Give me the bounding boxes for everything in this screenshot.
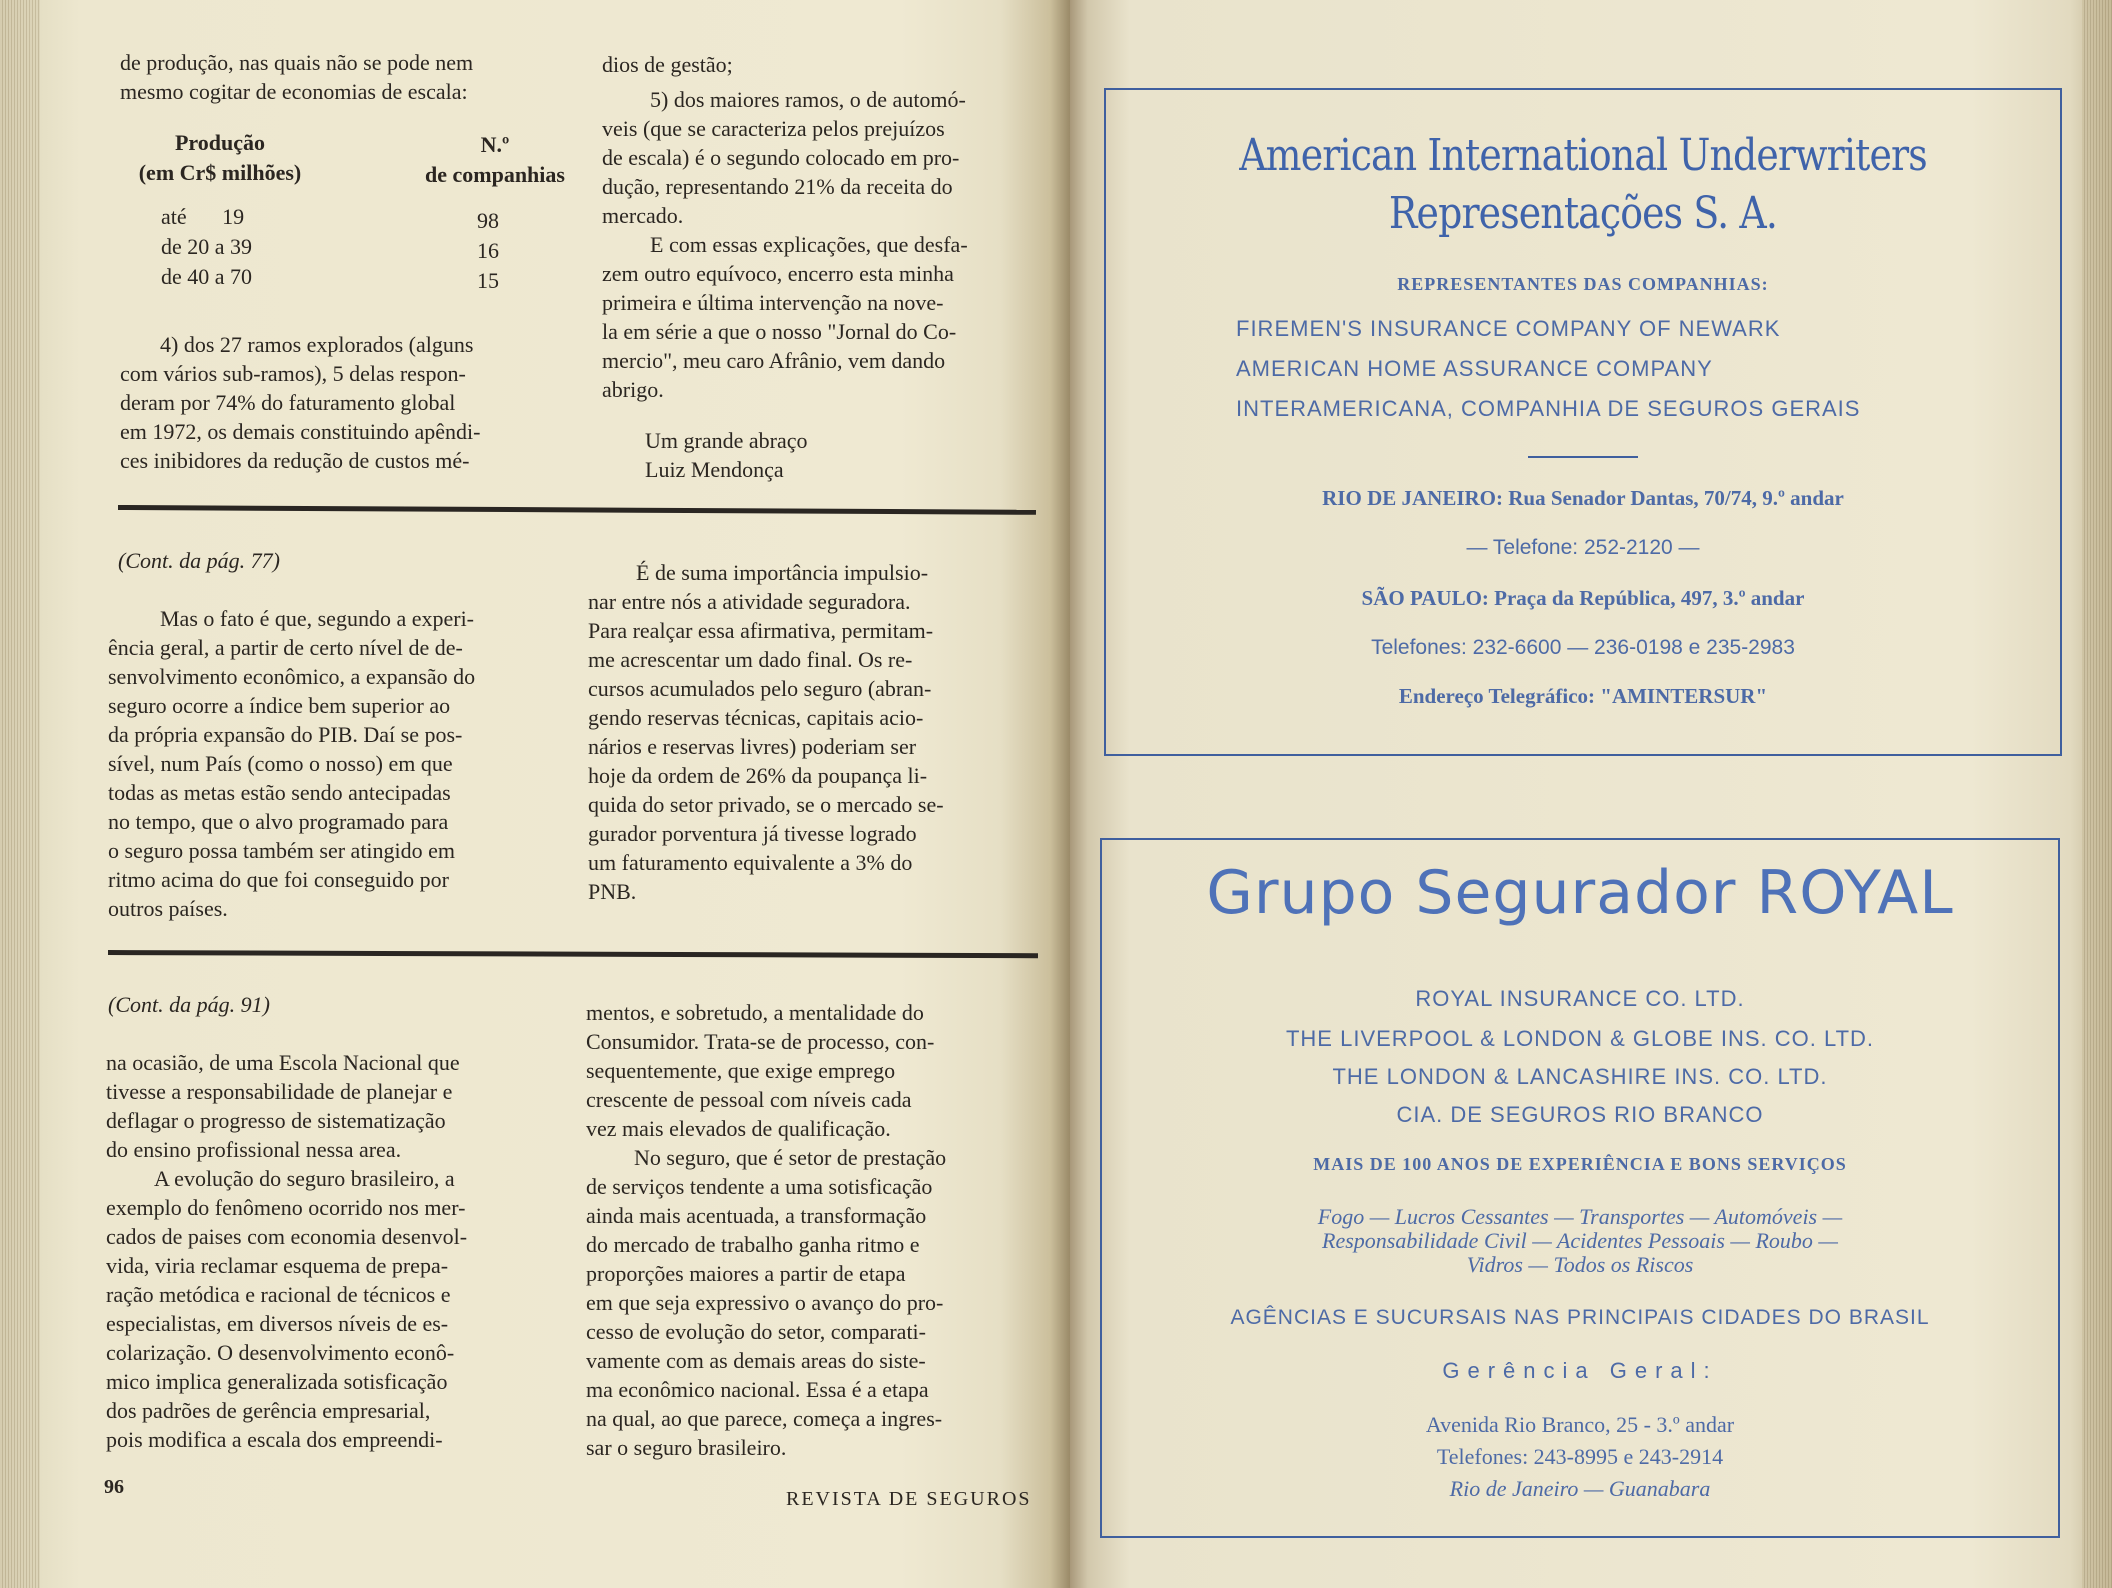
top-col1-item4 — [120, 330, 572, 475]
ad-company: CIA. DE SEGUROS RIO BRANCO — [1396, 1102, 1764, 1127]
ad-company: THE LIVERPOOL & LONDON & GLOBE INS. CO. LTD. — [1285, 1026, 1875, 1051]
ad-telegraph: Endereço Telegráfico: "AMINTERSUR" — [1398, 684, 1768, 708]
text-line: primeira e última intervenção na nove- — [602, 290, 944, 315]
text-line: dios de gestão; — [602, 52, 733, 77]
text-line: gendo reservas técnicas, capitais acio- — [588, 705, 924, 730]
text-line: deram por 74% do faturamento global — [120, 390, 456, 415]
text-line: na ocasião, de uma Escola Nacional que — [106, 1050, 460, 1075]
text-line: Para realçar essa afirmativa, permitam- — [588, 618, 934, 643]
text-line: um faturamento equivalente a 3% do — [588, 850, 913, 875]
section3-col2 — [586, 998, 1038, 1462]
text-line: no tempo, que o alvo programado para — [108, 809, 449, 834]
text-line: veis (que se caracteriza pelos prejuízos — [602, 116, 945, 141]
text-line: na qual, ao que parece, começa a ingres- — [586, 1406, 943, 1431]
ad-title: American International Underwriters — [1239, 130, 1927, 181]
text-line: PNB. — [588, 879, 637, 904]
text-line: ces inibidores da redução de custos mé- — [120, 448, 470, 473]
ad-phones: Telefones: 243-8995 e 243-2914 — [1436, 1444, 1724, 1469]
text-line: deflagar o progresso de sistematização — [106, 1108, 446, 1133]
text-line: mico implica generalizada sotisficação — [106, 1369, 448, 1394]
ad-company: ROYAL INSURANCE CO. LTD. — [1415, 986, 1745, 1011]
section2-col2 — [588, 558, 1038, 906]
table-cell-range: de 20 a 39 — [161, 234, 253, 259]
text-line: senvolvimento econômico, a expansão do — [108, 664, 476, 689]
signoff — [645, 426, 945, 484]
text-line: todas as metas estão sendo antecipadas — [108, 780, 451, 805]
ad-city: Rio de Janeiro — Guanabara — [1449, 1476, 1711, 1501]
ad-subtitle: REPRESENTANTES DAS COMPANHIAS: — [1397, 274, 1769, 294]
text-line: dos padrões de gerência empresarial, — [106, 1398, 431, 1423]
text-line: em que seja expressivo o avanço do pro- — [586, 1290, 944, 1315]
text-line: seguro ocorre a índice bem superior ao — [108, 693, 451, 718]
table-cell-count: 15 — [477, 268, 499, 293]
text-line: crescente de pessoal com níveis cada — [586, 1087, 912, 1112]
ad-title: Grupo Segurador ROYAL — [1206, 858, 1954, 928]
section-divider — [118, 505, 1036, 515]
text-line: E com essas explicações, que desfa- — [650, 232, 968, 257]
text-line: 4) dos 27 ramos explorados (alguns — [160, 332, 474, 357]
text-line: me acrescentar um dado final. Os re- — [588, 647, 913, 672]
ad-address-rio: RIO DE JANEIRO: Rua Senador Dantas, 70/74, 9.º andar — [1322, 486, 1844, 510]
ad-address-sp: SÃO PAULO: Praça da República, 497, 3.º andar — [1361, 586, 1805, 610]
text-line: É de suma importância impulsio- — [636, 560, 929, 585]
text-line: do mercado de trabalho ganha ritmo e — [586, 1232, 920, 1257]
text-line: ração metódica e racional de técnicos e — [106, 1282, 451, 1307]
text-line: exemplo do fenômeno ocorrido nos mer- — [106, 1195, 466, 1220]
text-line: cursos acumulados pelo seguro (abran- — [588, 676, 932, 701]
text-line: de produção, nas quais não se pode nem — [120, 50, 474, 75]
table-header-count-unit: de companhias — [425, 162, 565, 187]
page-number: 96 — [104, 1476, 124, 1498]
text-line: Consumidor. Trata-se de processo, con- — [586, 1029, 935, 1054]
ad-management: Gerência Geral: — [1442, 1358, 1718, 1383]
top-col2 — [602, 50, 1042, 404]
text-line: outros países. — [108, 896, 228, 921]
text-line: No seguro, que é setor de prestação — [634, 1145, 947, 1170]
text-line: A evolução do seguro brasileiro, a — [154, 1166, 455, 1191]
text-line: 5) dos maiores ramos, o de automó- — [650, 87, 966, 112]
text-line: ma econômico nacional. Essa é a etapa — [586, 1377, 929, 1402]
ad-phone-sp: Telefones: 232-6600 — 236-0198 e 235-2983 — [1371, 636, 1795, 659]
text-line: sar o seguro brasileiro. — [586, 1435, 787, 1460]
ad-insurance-lines: Fogo — Lucros Cessantes — Transportes — Automóveis — — [1317, 1204, 1843, 1229]
running-footer: REVISTA DE SEGUROS — [786, 1488, 1032, 1510]
section-divider — [108, 950, 1038, 958]
table-cell-range: até 19 — [161, 204, 245, 229]
text-line: mercado. — [602, 203, 684, 228]
table-header-production-unit: (em Cr$ milhões) — [138, 160, 302, 185]
ad-company: THE LONDON & LANCASHIRE INS. CO. LTD. — [1332, 1064, 1828, 1089]
right-page — [1070, 0, 2112, 1588]
signoff-author: Luiz Mendonça — [645, 457, 784, 482]
ad-title-line2: Representações S. A. — [1388, 188, 1778, 239]
ad-address: Avenida Rio Branco, 25 - 3.º andar — [1425, 1412, 1735, 1437]
text-line: do ensino profissional nessa area. — [106, 1137, 402, 1162]
text-line: de serviços tendente a uma sotisficação — [586, 1174, 933, 1199]
table-counts — [477, 206, 499, 296]
table-header-count: N.º — [480, 132, 510, 157]
text-line: cados de paises com economia desenvol- — [106, 1224, 468, 1249]
table-cell-count: 98 — [477, 208, 499, 233]
ad-insurance-lines: Vidros — Todos os Riscos — [1466, 1252, 1694, 1277]
text-line: sequentemente, que exige emprego — [586, 1058, 896, 1083]
ad-american-international — [1104, 88, 2062, 756]
table-row — [161, 202, 252, 292]
divider — [1528, 456, 1638, 458]
signoff-greeting: Um grande abraço — [645, 428, 808, 453]
text-line: vez mais elevados de qualificação. — [586, 1116, 891, 1141]
text-line: tivesse a responsabilidade de planejar e — [106, 1079, 453, 1104]
text-line: dução, representando 21% da receita do — [602, 174, 953, 199]
ad-royal — [1100, 838, 2060, 1538]
text-line: ência geral, a partir de certo nível de de- — [108, 635, 463, 660]
continuation-note: (Cont. da pág. 77) — [118, 548, 280, 573]
text-line: vamente com as demais areas do siste- — [586, 1348, 926, 1373]
text-line: ainda mais acentuada, a transformação — [586, 1203, 927, 1228]
text-line: nar entre nós a atividade seguradora. — [588, 589, 911, 614]
text-line: hoje da ordem de 26% da poupança li- — [588, 763, 928, 788]
ad-company: INTERAMERICANA, COMPANHIA DE SEGUROS GERAIS — [1236, 396, 1861, 421]
text-line: da própria expansão do PIB. Daí se pos- — [108, 722, 463, 747]
text-line: de escala) é o segundo colocado em pro- — [602, 145, 960, 170]
ad-agencies: AGÊNCIAS E SUCURSAIS NAS PRINCIPAIS CIDADES DO BRASIL — [1230, 1306, 1930, 1329]
text-line: colarização. O desenvolvimento econô- — [106, 1340, 455, 1365]
continuation-note: (Cont. da pág. 91) — [108, 992, 270, 1017]
text-line: o seguro possa também ser atingido em — [108, 838, 456, 863]
text-line: quida do setor privado, se o mercado se- — [588, 792, 944, 817]
text-line: mercio", meu caro Afrânio, vem dando — [602, 348, 946, 373]
text-line: abrigo. — [602, 377, 664, 402]
table-cell-range: de 40 a 70 — [161, 264, 253, 289]
ad-insurance-lines: Responsabilidade Civil — Acidentes Pessoais — Roubo — — [1322, 1228, 1838, 1253]
section2-col1 — [108, 604, 563, 923]
ad-company: FIREMEN'S INSURANCE COMPANY OF NEWARK — [1236, 316, 1781, 341]
text-line: gurador porventura já tivesse logrado — [588, 821, 917, 846]
ad-company: AMERICAN HOME ASSURANCE COMPANY — [1236, 356, 1713, 381]
page-edge — [2082, 0, 2112, 1588]
ad-experience: MAIS DE 100 ANOS DE EXPERIÊNCIA E BONS SERVIÇOS — [1313, 1154, 1847, 1174]
text-line: mentos, e sobretudo, a mentalidade do — [586, 1000, 924, 1025]
text-line: pois modifica a escala dos empreendi- — [106, 1427, 443, 1452]
text-line: vida, viria reclamar esquema de prepa- — [106, 1253, 449, 1278]
ad-phone-rio: — Telefone: 252-2120 — — [1466, 536, 1700, 559]
text-line: la em série a que o nosso "Jornal do Co- — [602, 319, 957, 344]
section3-col1 — [106, 1048, 558, 1454]
table-cell-count: 16 — [477, 238, 499, 263]
top-col1-intro — [120, 48, 580, 106]
page-edge — [0, 0, 40, 1588]
text-line: mesmo cogitar de economias de escala: — [120, 79, 468, 104]
text-line: zem outro equívoco, encerro esta minha — [602, 261, 954, 286]
text-line: cesso de evolução do setor, comparati- — [586, 1319, 926, 1344]
text-line: ritmo acima do que foi conseguido por — [108, 867, 449, 892]
text-line: proporções maiores a partir de etapa — [586, 1261, 906, 1286]
text-line: especialistas, em diversos níveis de es- — [106, 1311, 449, 1336]
text-line: em 1972, os demais constituindo apêndi- — [120, 419, 481, 444]
text-line: Mas o fato é que, segundo a experi- — [160, 606, 475, 631]
table-header-production: Produção — [174, 130, 266, 155]
text-line: com vários sub-ramos), 5 delas respon- — [120, 361, 466, 386]
text-line: sível, num País (como o nosso) em que — [108, 751, 453, 776]
text-line: nários e reservas livres) poderiam ser — [588, 734, 917, 759]
